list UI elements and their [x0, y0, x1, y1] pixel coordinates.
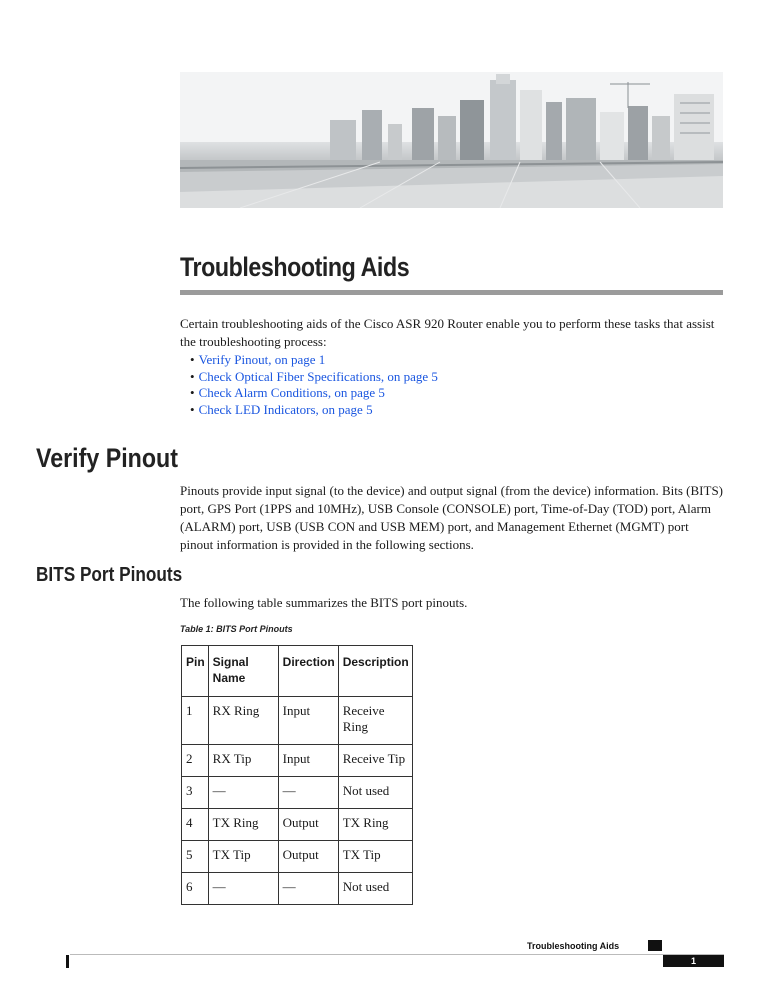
column-header-description: Description	[338, 646, 412, 697]
section-text: Pinouts provide input signal (to the device) and output signal (from the device) information. Bits (BITS) port, GPS Port (1PPS and 10MHz), USB Console (CONSOLE) port, Time-of-Day (TOD) port, Alarm (ALARM) port, USB (USB CON and USB MEM) port, and Management Ethernet (MGMT) port pinout information is provided in the following sections.	[180, 483, 724, 552]
table-cell: Receive Ring	[338, 697, 412, 745]
bits-pinout-table	[181, 645, 413, 905]
toc-link-check-alarm-conditions[interactable]: Check Alarm Conditions, on page 5	[198, 385, 385, 400]
footer-edge-marker	[66, 955, 69, 968]
table-row	[182, 745, 413, 777]
toc-link-verify-pinout[interactable]: Verify Pinout, on page 1	[198, 352, 326, 367]
table-cell: —	[278, 777, 338, 809]
table-cell: 5	[182, 841, 209, 873]
toc-item: • Check LED Indicators, on page 5	[190, 401, 373, 417]
table-cell: 1	[182, 697, 209, 745]
toc-item: • Verify Pinout, on page 1	[190, 352, 326, 367]
column-header-signal-name: Signal Name	[208, 646, 278, 697]
table-cell: —	[278, 873, 338, 905]
title-rule	[180, 290, 723, 295]
footer-title: Troubleshooting Aids	[527, 941, 620, 951]
column-header-pin: Pin	[182, 646, 209, 697]
chapter-title: Troubleshooting Aids	[180, 252, 410, 282]
column-header-direction: Direction	[278, 646, 338, 697]
chapter-toc	[190, 352, 438, 418]
table-cell: Receive Tip	[338, 745, 412, 777]
footer-rule	[70, 954, 724, 955]
table-cell: 3	[182, 777, 209, 809]
table-header-row	[182, 646, 413, 697]
table-cell: —	[208, 873, 278, 905]
subsection-heading: BITS Port Pinouts	[36, 564, 183, 586]
toc-item: • Check Optical Fiber Specifications, on page 5	[190, 368, 438, 384]
table-cell: TX Tip	[338, 841, 412, 873]
subsection-text: The following table summarizes the BITS port pinouts.	[180, 595, 468, 610]
toc-link-check-optical-fiber[interactable]: Check Optical Fiber Specifications, on page 5	[198, 368, 438, 384]
table-cell: Output	[278, 841, 338, 873]
table-cell: Not used	[338, 873, 412, 905]
footer-marker-square	[648, 940, 662, 951]
table-cell: —	[208, 777, 278, 809]
table-cell: RX Tip	[208, 745, 278, 777]
table-row	[182, 697, 413, 745]
table-row	[182, 777, 413, 809]
table-cell: Input	[278, 697, 338, 745]
chapter-intro: Certain troubleshooting aids of the Cisco ASR 920 Router enable you to perform these tasks that assist the troubleshooting process:	[180, 316, 715, 349]
table-row	[182, 809, 413, 841]
table-cell: 2	[182, 745, 209, 777]
table-cell: TX Ring	[338, 809, 412, 841]
table-cell: TX Tip	[208, 841, 278, 873]
table-row	[182, 841, 413, 873]
table-cell: Not used	[338, 777, 412, 809]
table-cell: Input	[278, 745, 338, 777]
table-cell: Output	[278, 809, 338, 841]
table-cell: RX Ring	[208, 697, 278, 745]
page-number: 1	[663, 955, 724, 967]
toc-link-check-led-indicators[interactable]: Check LED Indicators, on page 5	[198, 401, 373, 417]
table-cell: TX Ring	[208, 809, 278, 841]
table-row	[182, 873, 413, 905]
toc-item: • Check Alarm Conditions, on page 5	[190, 385, 385, 400]
table-caption: Table 1: BITS Port Pinouts	[180, 624, 293, 634]
table-cell: 6	[182, 873, 209, 905]
chapter-banner-image	[180, 72, 723, 208]
section-heading: Verify Pinout	[36, 443, 178, 473]
table-cell: 4	[182, 809, 209, 841]
